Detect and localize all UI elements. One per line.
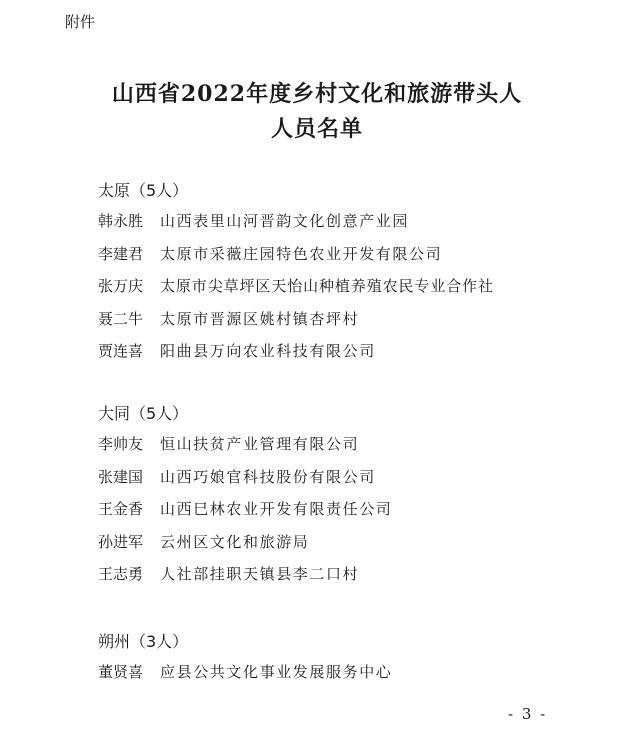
- organization: 山西巧娘官科技股份有限公司: [160, 467, 376, 486]
- list-item: [98, 526, 578, 559]
- person-name: 张建国: [98, 467, 144, 486]
- list-item: [98, 656, 578, 689]
- list-item: [98, 461, 578, 494]
- person-name: 李帅友: [98, 435, 144, 453]
- section-taiyuan: [98, 177, 578, 368]
- person-name: 王志勇: [98, 565, 144, 583]
- person-name: 张万庆: [98, 277, 144, 295]
- list-item: [98, 493, 578, 526]
- list-item: [98, 238, 578, 271]
- person-name: 聂二牛: [98, 309, 144, 328]
- section-header: 太原（5人）: [98, 181, 189, 200]
- organization: 太原市晋源区姚村镇杏坪村: [160, 309, 360, 328]
- person-name: 董贤喜: [98, 663, 144, 681]
- list-item: [98, 270, 578, 303]
- organization: 山西表里山河晋韵文化创意产业园: [160, 212, 410, 230]
- document-title-line1: 山西省2022年度乡村文化和旅游带头人: [111, 81, 523, 107]
- person-name: 贾连喜: [98, 342, 144, 360]
- organization: 人社部挂职天镇县李二口村: [160, 565, 360, 583]
- list-item: [98, 558, 578, 591]
- organization: 应县公共文化事业发展服务中心: [160, 663, 393, 681]
- list-item: [98, 303, 578, 336]
- attachment-label: 附件: [65, 13, 96, 31]
- list-item: [98, 335, 578, 368]
- section-header: 大同（5人）: [98, 404, 189, 423]
- page-number: - 3 -: [508, 705, 548, 723]
- section-shuozhou: [98, 628, 578, 689]
- person-name: 王金香: [98, 500, 144, 518]
- organization: 太原市采薇庄园特色农业开发有限公司: [160, 244, 443, 263]
- organization: 阳曲县万向农业科技有限公司: [160, 342, 376, 360]
- organization: 恒山扶贫产业管理有限公司: [160, 435, 360, 453]
- section-datong: [98, 400, 578, 591]
- organization: 太原市尖草坪区天怡山种植养殖农民专业合作社: [160, 277, 494, 295]
- document-title-line2: 人员名单: [270, 116, 363, 142]
- list-item: [98, 428, 578, 461]
- organization: 云州区文化和旅游局: [160, 532, 310, 551]
- person-name: 李建君: [98, 244, 144, 263]
- list-item: [98, 205, 578, 238]
- organization: 山西巳林农业开发有限责任公司: [160, 500, 393, 518]
- person-name: 孙进军: [98, 532, 144, 551]
- person-name: 韩永胜: [98, 212, 144, 230]
- section-header: 朔州（3人）: [98, 632, 189, 651]
